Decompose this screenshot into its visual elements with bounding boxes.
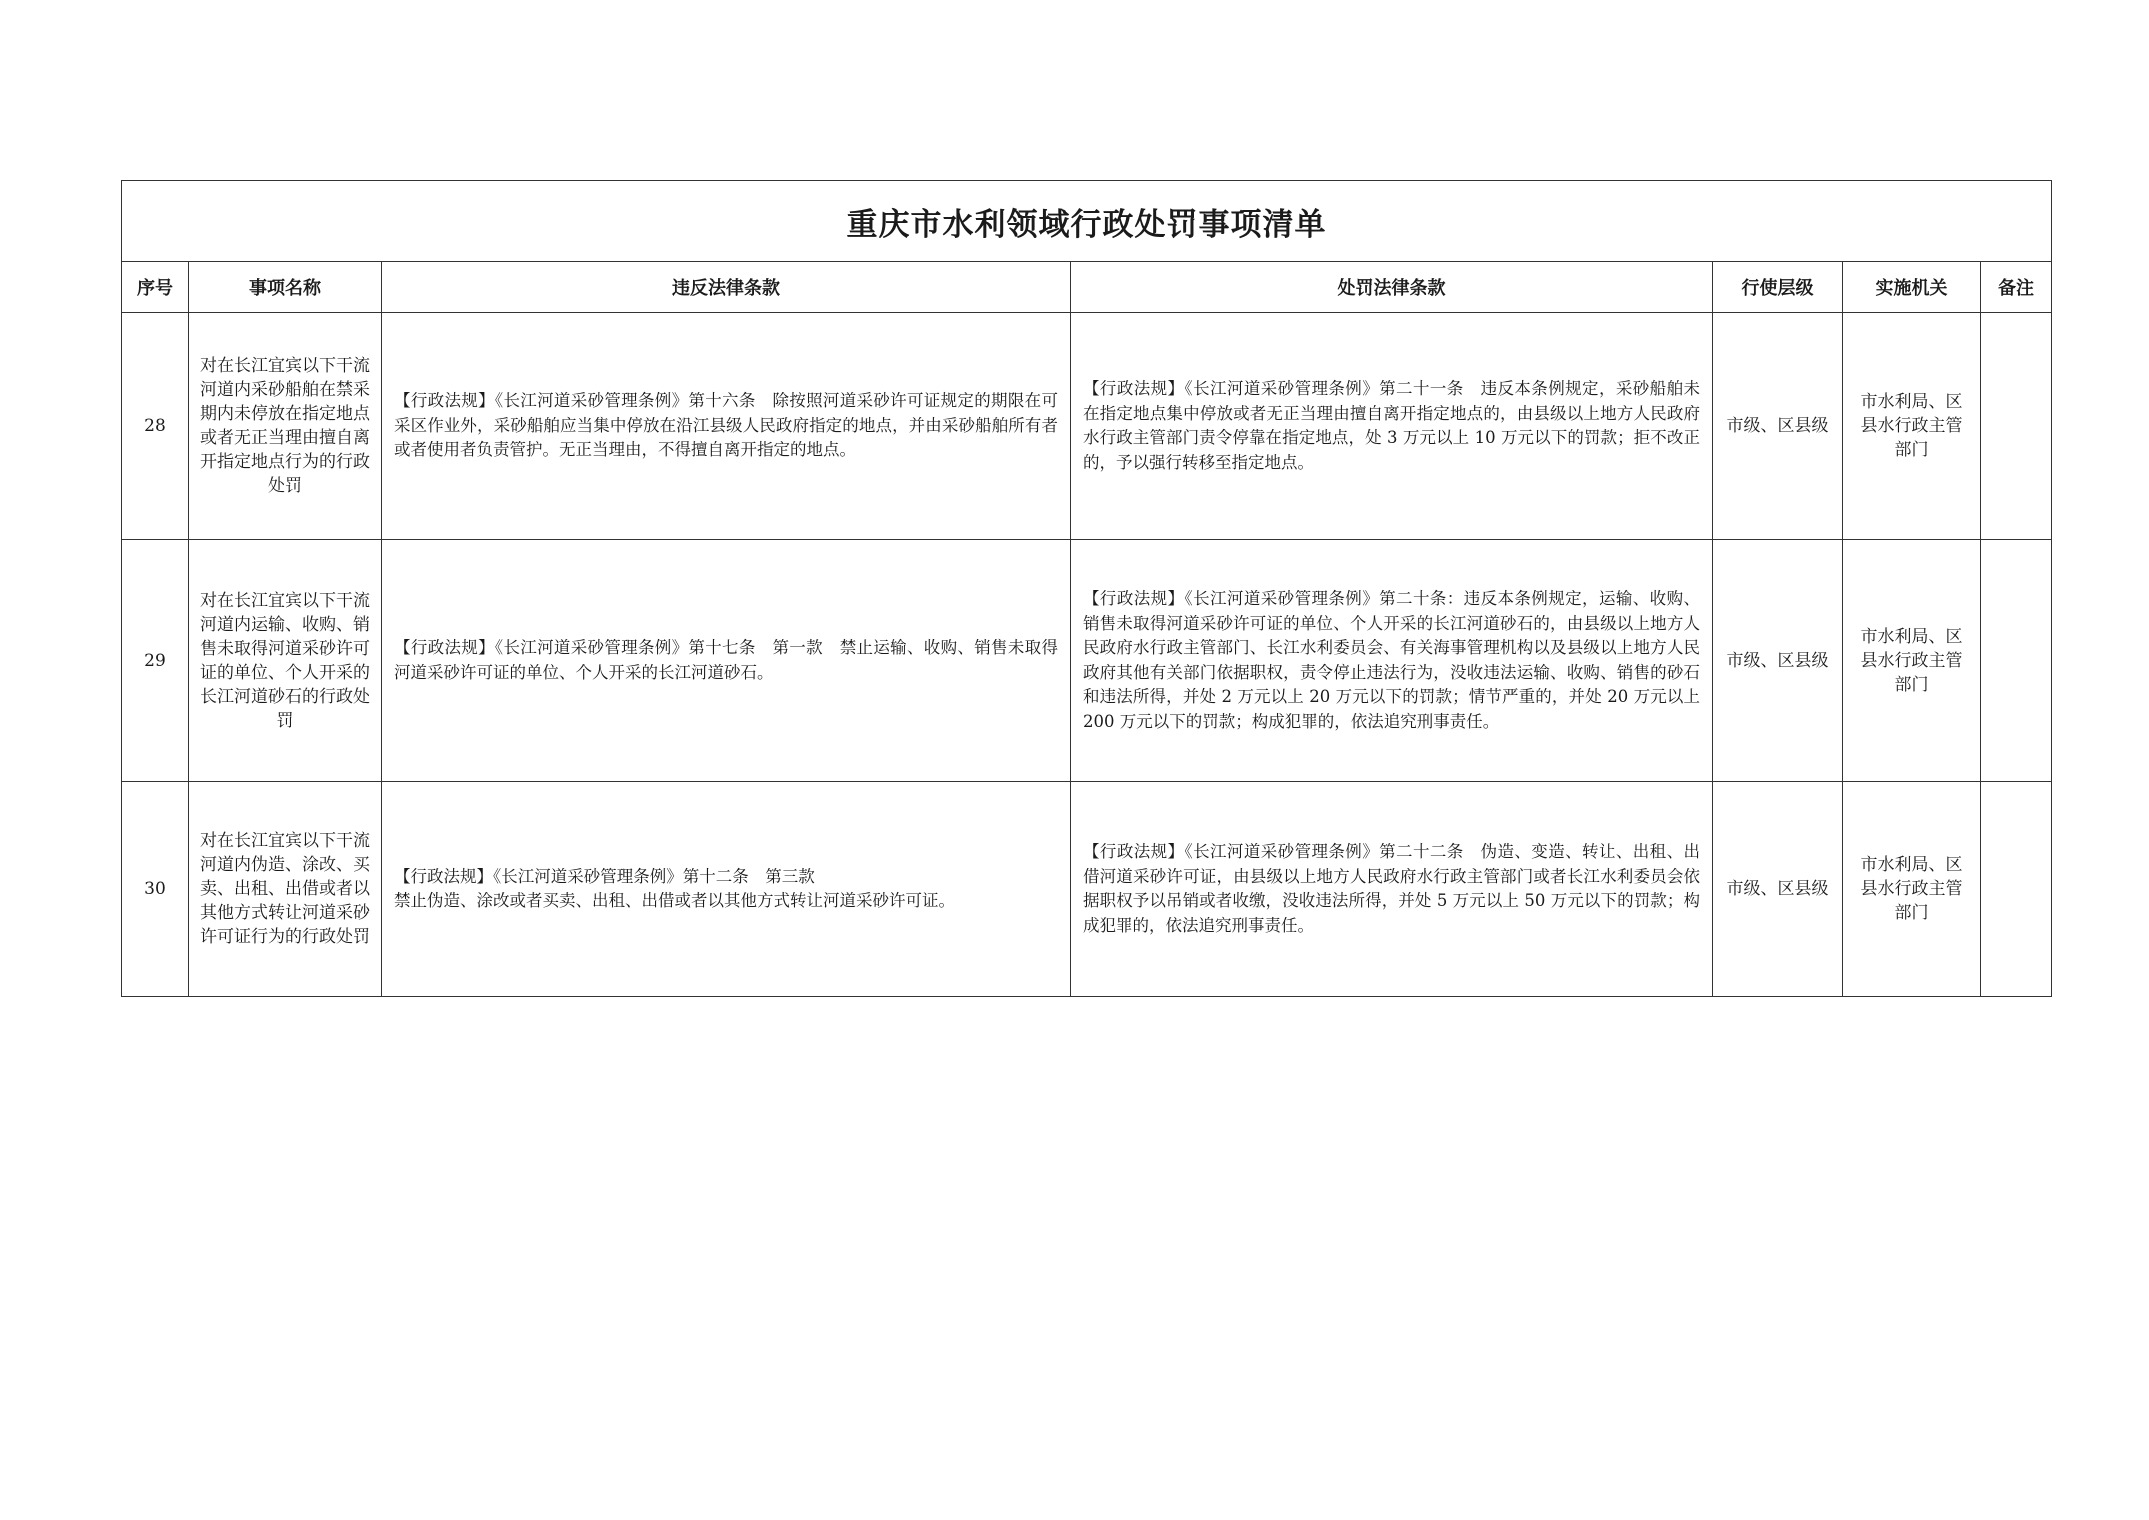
row-violation: 【行政法规】《长江河道采砂管理条例》第十七条 第一款 禁止运输、收购、销售未取得河道采砂许可证的单位、个人开采的长江河道砂石。 [382, 540, 1071, 782]
table-row [122, 313, 2052, 540]
header-level: 行使层级 [1713, 262, 1843, 313]
row-agency: 市水利局、区县水行政主管部门 [1843, 313, 1981, 540]
row-penalty: 【行政法规】《长江河道采砂管理条例》第二十二条 伪造、变造、转让、出租、出借河道采砂许可证，由县级以上地方人民政府水行政主管部门或者长江水利委员会依据职权予以吊销或者收缴，没收违法所得，并处 5 万元以上 50 万元以下的罚款；构成犯罪的，依法追究刑事责任。 [1071, 782, 1713, 997]
row-level: 市级、区县级 [1713, 782, 1843, 997]
row-agency: 市水利局、区县水行政主管部门 [1843, 540, 1981, 782]
row-violation: 【行政法规】《长江河道采砂管理条例》第十二条 第三款 禁止伪造、涂改或者买卖、出租、出借或者以其他方式转让河道采砂许可证。 [382, 782, 1071, 997]
row-name: 对在长江宜宾以下干流河道内运输、收购、销售未取得河道采砂许可证的单位、个人开采的长江河道砂石的行政处罚 [189, 540, 382, 782]
row-violation: 【行政法规】《长江河道采砂管理条例》第十六条 除按照河道采砂许可证规定的期限在可采区作业外，采砂船舶应当集中停放在沿江县级人民政府指定的地点，并由采砂船舶所有者或者使用者负责管护。无正当理由，不得擅自离开指定的地点。 [382, 313, 1071, 540]
row-level: 市级、区县级 [1713, 313, 1843, 540]
header-penalty: 处罚法律条款 [1071, 262, 1713, 313]
table-row [122, 782, 2052, 997]
header-seq: 序号 [122, 262, 189, 313]
title-row [122, 181, 2052, 262]
header-row [122, 262, 2052, 313]
row-seq: 30 [122, 782, 189, 997]
penalty-list-table [121, 180, 2052, 997]
header-agency: 实施机关 [1843, 262, 1981, 313]
row-name: 对在长江宜宾以下干流河道内伪造、涂改、买卖、出租、出借或者以其他方式转让河道采砂许可证行为的行政处罚 [189, 782, 382, 997]
header-violation: 违反法律条款 [382, 262, 1071, 313]
row-remark [1981, 782, 2052, 997]
row-seq: 28 [122, 313, 189, 540]
row-penalty: 【行政法规】《长江河道采砂管理条例》第二十条：违反本条例规定，运输、收购、销售未取得河道采砂许可证的单位、个人开采的长江河道砂石的，由县级以上地方人民政府水行政主管部门、长江水利委员会、有关海事管理机构以及县级以上地方人民政府其他有关部门依据职权，责令停止违法行为，没收违法运输、收购、销售的砂石和违法所得，并处 2 万元以上 20 万元以下的罚款；情节严重的，并处 20 万元以上 200 万元以下的罚款；构成犯罪的，依法追究刑事责任。 [1071, 540, 1713, 782]
document-title: 重庆市水利领域行政处罚事项清单 [122, 181, 2052, 262]
row-remark [1981, 540, 2052, 782]
row-seq: 29 [122, 540, 189, 782]
row-remark [1981, 313, 2052, 540]
row-penalty: 【行政法规】《长江河道采砂管理条例》第二十一条 违反本条例规定，采砂船舶未在指定地点集中停放或者无正当理由擅自离开指定地点的，由县级以上地方人民政府水行政主管部门责令停靠在指定地点，处 3 万元以上 10 万元以下的罚款；拒不改正的，予以强行转移至指定地点。 [1071, 313, 1713, 540]
header-name: 事项名称 [189, 262, 382, 313]
row-level: 市级、区县级 [1713, 540, 1843, 782]
header-remark: 备注 [1981, 262, 2052, 313]
row-agency: 市水利局、区县水行政主管部门 [1843, 782, 1981, 997]
table-row [122, 540, 2052, 782]
row-name: 对在长江宜宾以下干流河道内采砂船舶在禁采期内未停放在指定地点或者无正当理由擅自离开指定地点行为的行政处罚 [189, 313, 382, 540]
